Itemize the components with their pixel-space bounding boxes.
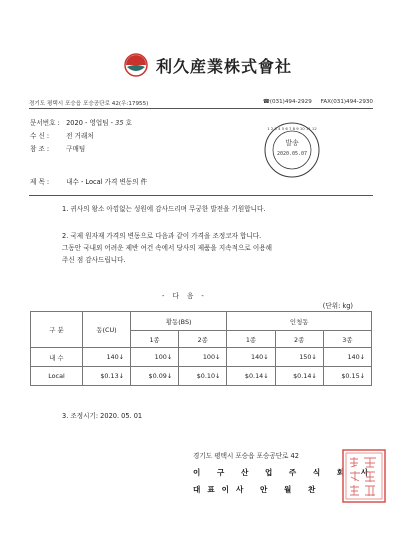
company-address-line xyxy=(29,99,373,107)
table-row xyxy=(31,348,372,367)
paragraph-2-line-2: 그동안 국내외 어려운 제반 여건 속에서 당사의 제품을 지속적으로 이용해 xyxy=(62,244,272,252)
header-divider xyxy=(29,108,373,109)
stamp-month-ring: 1 2 3 4 5 6 7 8 9 10 11 12 xyxy=(267,126,317,131)
cell-ph2: 150↓ xyxy=(275,348,323,367)
row-label: Local xyxy=(31,367,83,386)
subject-value: 내수 - Local 가격 변동의 件 xyxy=(66,178,148,186)
paragraph-2 xyxy=(62,230,362,266)
cell-ph1: 140↓ xyxy=(227,348,275,367)
footer-ceo-name: 대표이사 안 월 찬 xyxy=(193,485,323,494)
row-label: 내 수 xyxy=(31,348,83,367)
unit-label: (단위: kg) xyxy=(322,302,353,310)
subject-divider xyxy=(29,195,373,196)
cell-cu: $0.13↓ xyxy=(83,367,131,386)
received-date-stamp xyxy=(263,121,321,179)
reference-value: 구매팀 xyxy=(66,145,86,153)
header-brass-grade-1: 1종 xyxy=(131,331,179,348)
cell-bs2: 100↓ xyxy=(179,348,227,367)
cell-ph3: $0.15↓ xyxy=(323,367,371,386)
doc-number-handwritten: 35 xyxy=(115,119,124,127)
cell-ph2: $0.14↓ xyxy=(275,367,323,386)
recipient-row xyxy=(30,130,94,140)
header-brass-grade-2: 2종 xyxy=(179,331,227,348)
paragraph-2-line-1: 2. 국제 원자재 가격의 변동으로 다음과 같이 가격을 조정코자 합니다. xyxy=(62,232,262,240)
paragraph-1: 1. 귀사의 왕소 아낌없는 성원에 감사드리며 무궁한 발전을 기원합니다. xyxy=(62,205,266,213)
recipient-value: 전 거래처 xyxy=(66,132,94,140)
subject-label: 제 목 : xyxy=(30,178,50,186)
doc-number-value: 2020 - 영업팀 - xyxy=(66,119,114,127)
company-header xyxy=(124,53,292,77)
stamp-date: 2020.05.07 xyxy=(276,151,308,157)
header-brass: 황동(BS) xyxy=(131,312,227,331)
subject-row xyxy=(30,176,147,186)
table-header-row xyxy=(31,312,372,331)
cell-bs1: 100↓ xyxy=(131,348,179,367)
cell-bs2: $0.10↓ xyxy=(179,367,227,386)
cell-cu: 140↓ xyxy=(83,348,131,367)
company-address: 경기도 평택시 포승읍 포승공단로 42(우:17955) xyxy=(29,101,149,107)
paragraph-2-line-3: 주신 점 감사드립니다. xyxy=(62,256,126,264)
company-logo-icon xyxy=(124,53,148,77)
tel-number: ☎(031)494-2929 xyxy=(262,99,312,105)
header-category: 구 분 xyxy=(31,312,83,348)
reference-label: 참 조 : xyxy=(30,145,50,153)
doc-number-label: 문서번호 : xyxy=(30,119,60,127)
table-row xyxy=(31,367,372,386)
company-name: 利久産業株式會社 xyxy=(156,56,293,76)
fax-number: FAX(031)494-2930 xyxy=(320,99,373,105)
cell-bs1: $0.09↓ xyxy=(131,367,179,386)
reference-row xyxy=(30,143,85,153)
notice-heading: - 다 음 - xyxy=(162,292,207,300)
cell-ph3: 140↓ xyxy=(323,348,371,367)
cell-ph1: $0.14↓ xyxy=(227,367,275,386)
price-table xyxy=(30,311,372,386)
footer-address: 경기도 평택시 포승읍 포승공단로 42 xyxy=(193,452,299,460)
header-pb-grade-2: 2종 xyxy=(275,331,323,348)
stamp-title: 발송 xyxy=(285,139,299,147)
footer-company-name: 이 구 산 업 주 식 회 사 xyxy=(193,468,376,477)
contact-numbers xyxy=(263,99,373,105)
company-seal-stamp xyxy=(342,449,386,503)
recipient-label: 수 신 : xyxy=(30,132,50,140)
doc-number-row xyxy=(30,117,132,127)
effective-date: 3. 조정시기: 2020. 05. 01 xyxy=(62,412,143,420)
header-pb-grade-3: 3종 xyxy=(323,331,371,348)
header-copper: 동(CU) xyxy=(83,312,131,348)
header-phosphor-bronze: 인청동 xyxy=(227,312,372,331)
doc-number-suffix: 호 xyxy=(125,119,133,127)
header-pb-grade-1: 1종 xyxy=(227,331,275,348)
